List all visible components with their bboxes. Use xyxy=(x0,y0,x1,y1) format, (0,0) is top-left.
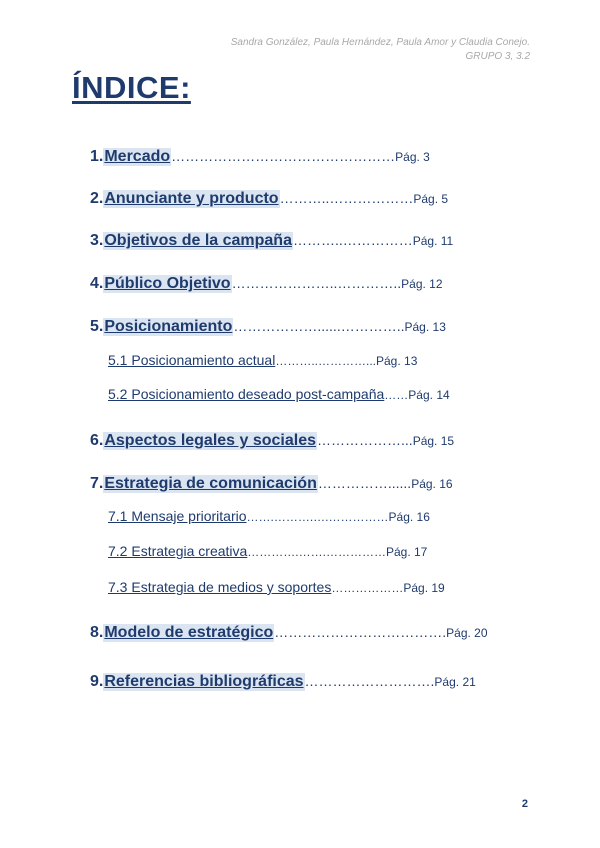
toc-entry-number: 3. xyxy=(90,232,104,249)
toc-entry-label[interactable]: Anunciante y producto xyxy=(104,190,279,207)
toc-leader-dots: ……………… xyxy=(331,581,404,595)
toc-leader-dots: …… xyxy=(384,388,409,402)
toc-page-ref: Pág. 3 xyxy=(395,150,430,164)
toc-leader-dots: ………………………………. xyxy=(274,624,447,640)
page-number: 2 xyxy=(521,798,528,810)
toc-entry-label[interactable]: Objetivos de la campaña xyxy=(104,232,292,249)
toc-entry-number: 1. xyxy=(90,148,104,165)
toc-subentry-label[interactable]: 7.3 Estrategia de medios y soportes xyxy=(108,579,332,595)
toc-leader-dots: ………………………………………… xyxy=(171,148,396,164)
toc-entry-5[interactable] xyxy=(90,318,446,336)
toc-entry-3[interactable] xyxy=(90,232,453,250)
toc-entry-7[interactable] xyxy=(90,475,453,493)
toc-entry-9[interactable] xyxy=(90,673,476,691)
toc-leader-dots: ……………...... xyxy=(317,475,412,491)
toc-entry-number: 8. xyxy=(90,624,104,641)
toc-page-ref: Pág. 14 xyxy=(408,388,450,402)
toc-entry-label[interactable]: Modelo de estratégico xyxy=(104,624,274,641)
toc-entry-8[interactable] xyxy=(90,624,488,642)
toc-entry-4[interactable] xyxy=(90,275,443,293)
toc-page-ref: Pág. 21 xyxy=(434,675,476,689)
page-title: ÍNDICE: xyxy=(72,70,191,105)
toc-entry-label[interactable]: Público Objetivo xyxy=(104,275,231,292)
toc-entry-number: 4. xyxy=(90,275,104,292)
toc-page-ref: Pág. 13 xyxy=(404,320,446,334)
toc-entry-number: 2. xyxy=(90,190,104,207)
toc-leader-dots: ………..……………… xyxy=(279,190,414,206)
toc-subentry-label[interactable]: 5.1 Posicionamiento actual xyxy=(108,352,276,368)
toc-page-ref: Pág. 17 xyxy=(385,545,428,559)
toc-entry-6[interactable] xyxy=(90,432,454,450)
toc-page-ref: Pág. 11 xyxy=(412,234,454,248)
toc-leader-dots: ………..…………... xyxy=(275,354,376,368)
toc-page-ref: Pág. 12 xyxy=(401,277,443,291)
toc-page-ref: Pág. 16 xyxy=(388,510,430,524)
toc-leader-dots: ………..…………… xyxy=(292,232,413,248)
toc-leader-dots: ………………... xyxy=(317,432,413,448)
header-group: GRUPO 3, 3.2 xyxy=(465,51,530,62)
toc-page-ref: Pág. 15 xyxy=(412,434,455,448)
toc-page-ref: Pág. 16 xyxy=(411,477,453,491)
page-header xyxy=(231,36,530,64)
toc-entry-1[interactable] xyxy=(90,148,430,166)
toc-page-ref: Pág. 19 xyxy=(403,581,445,595)
toc-subentry-7-2[interactable] xyxy=(108,543,427,559)
toc-entry-label[interactable]: Referencias bibliográficas xyxy=(104,673,304,690)
toc-subentry-label[interactable]: 7.1 Mensaje prioritario xyxy=(108,508,247,524)
toc-page-ref: Pág. 5 xyxy=(413,192,449,206)
toc-leader-dots: ………………......………….. xyxy=(233,318,405,334)
toc-leader-dots: ………….…….…………… xyxy=(247,545,386,559)
toc-subentry-label[interactable]: 7.2 Estrategia creativa xyxy=(108,543,248,559)
toc-entry-label[interactable]: Aspectos legales y sociales xyxy=(104,432,317,449)
header-authors: Sandra González, Paula Hernández, Paula Amor y Claudia Conejo. xyxy=(230,37,530,48)
toc-page-ref: Pág. 13 xyxy=(376,354,418,368)
toc-subentry-7-3[interactable] xyxy=(108,579,445,595)
toc-page-ref: Pág. 20 xyxy=(446,626,488,640)
toc-entry-number: 7. xyxy=(90,475,104,492)
toc-entry-2[interactable] xyxy=(90,190,448,208)
toc-entry-label[interactable]: Posicionamiento xyxy=(104,318,233,335)
toc-entry-label[interactable]: Mercado xyxy=(104,148,171,165)
toc-leader-dots: ………………………. xyxy=(304,673,435,689)
toc-entry-number: 6. xyxy=(90,432,104,449)
toc-subentry-label[interactable]: 5.2 Posicionamiento deseado post-campaña xyxy=(108,386,385,402)
toc-leader-dots: …………………..………….. xyxy=(231,275,402,291)
toc-subentry-7-1[interactable] xyxy=(108,508,430,524)
toc-subentry-5-2[interactable] xyxy=(108,386,450,402)
toc-entry-number: 5. xyxy=(90,318,104,335)
toc-entry-number: 9. xyxy=(90,673,104,690)
toc-entry-label[interactable]: Estrategia de comunicación xyxy=(104,475,317,492)
toc-subentry-5-1[interactable] xyxy=(108,352,417,368)
toc-leader-dots: …….……….….…………… xyxy=(246,510,389,524)
